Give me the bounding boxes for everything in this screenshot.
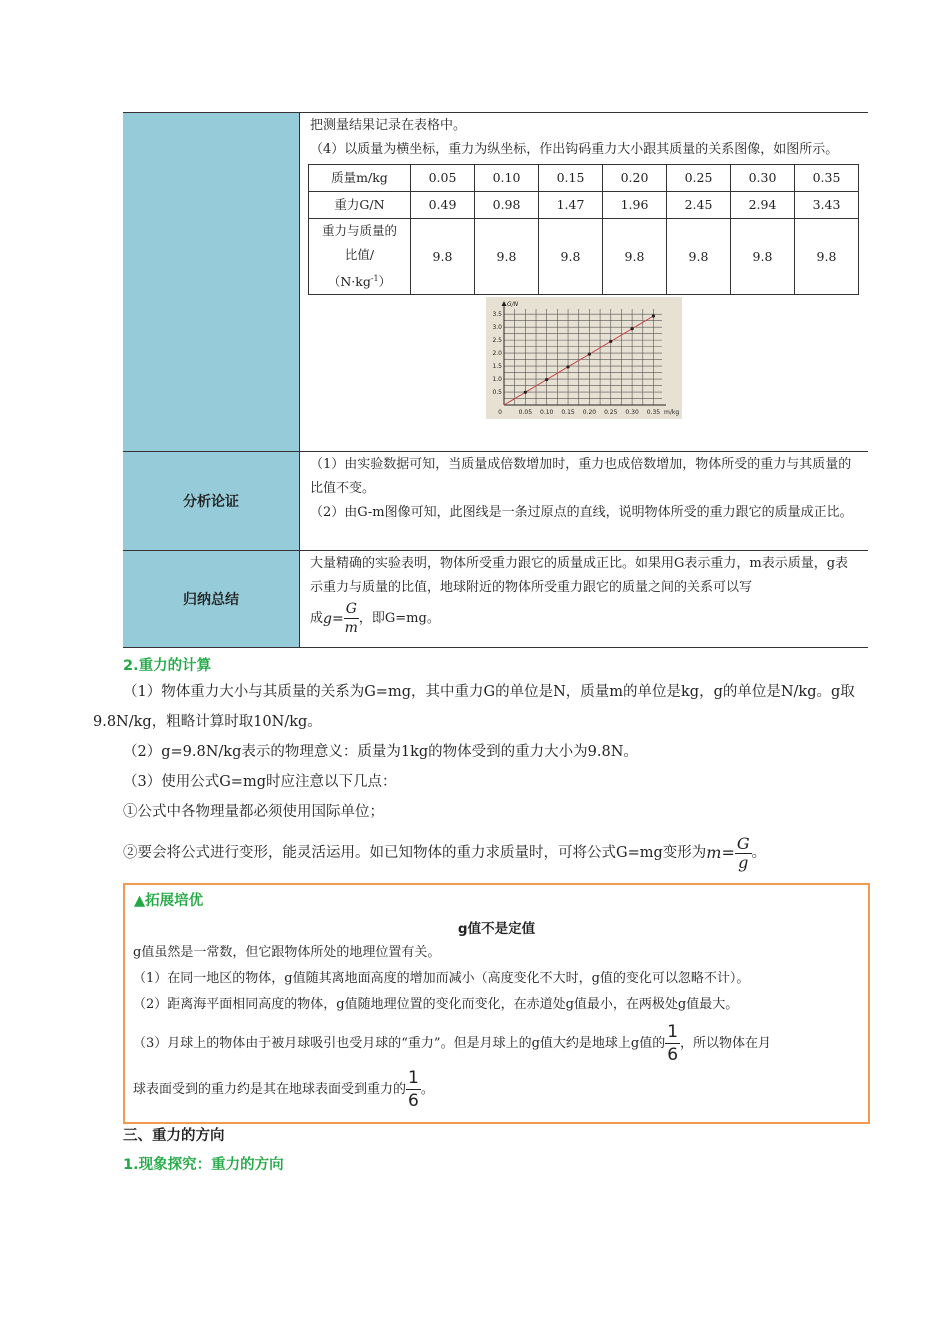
section-heading-calc: 2.重力的计算 bbox=[123, 658, 212, 674]
row-label-empty bbox=[123, 113, 300, 452]
one-sixth-fraction bbox=[406, 1067, 421, 1112]
mass-header: 质量m/kg bbox=[309, 165, 411, 192]
extension-box bbox=[123, 883, 870, 1124]
ratio-value: 9.8 bbox=[603, 219, 667, 295]
mass-value: 0.20 bbox=[603, 165, 667, 192]
moon-text-b: ，所以物体在月 bbox=[680, 1036, 772, 1051]
calc-paragraph: （3）使用公式G=mg时应注意以下几点： bbox=[123, 774, 397, 790]
summary-tail: ，即G=mg。 bbox=[358, 611, 440, 626]
x-axis-label: m/kg bbox=[664, 409, 680, 417]
extension-title: ▲拓展培优 bbox=[134, 893, 204, 909]
x-tick-label: 0.10 bbox=[540, 409, 554, 417]
data-point bbox=[545, 378, 548, 381]
g-fraction bbox=[344, 600, 359, 637]
mass-value: 0.35 bbox=[795, 165, 859, 192]
y-tick-label: 0.5 bbox=[492, 389, 502, 397]
data-point bbox=[588, 353, 591, 356]
ratio-label-sup: -1 bbox=[370, 274, 379, 283]
extension-subtitle: g值不是定值 bbox=[457, 921, 536, 937]
ratio-value: 9.8 bbox=[475, 219, 539, 295]
weight-value: 0.49 bbox=[411, 192, 475, 219]
weight-value: 3.43 bbox=[795, 192, 859, 219]
graph-instruction: （4）以质量为横坐标，重力为纵坐标，作出钩码重力大小跟其质量的关系图像，如图所示。 bbox=[310, 142, 839, 157]
moon-text-c: 球表面受到的重力约是其在地球表面受到重力的 bbox=[133, 1082, 407, 1097]
frac-num: 1 bbox=[667, 1022, 679, 1042]
ratio-header bbox=[309, 219, 411, 295]
calc-paragraph: （2）g=9.8N/kg表示的物理意义：质量为1kg的物体受到的重力大小为9.8N。 bbox=[123, 744, 638, 760]
summary-cell bbox=[300, 551, 869, 648]
y-tick-label: 2.0 bbox=[492, 350, 502, 358]
data-point bbox=[566, 365, 569, 368]
weight-row bbox=[309, 192, 859, 219]
calc-paragraph bbox=[93, 833, 868, 873]
extension-line: （1）在同一地区的物体，g值随其离地面高度的增加而减小（高度变化不大时，g值的变化可以忽略不计）。 bbox=[133, 971, 750, 986]
ratio-row bbox=[309, 219, 859, 295]
x-tick-label: 0.15 bbox=[561, 409, 575, 417]
rearrange-text: ②要会将公式进行变形，能灵活运用。如已知物体的重力求质量时，可将公式G=mg变形为 bbox=[123, 845, 707, 861]
frac-den: 6 bbox=[667, 1045, 679, 1065]
weight-header: 重力G/N bbox=[309, 192, 411, 219]
summary-cheng: 成 bbox=[310, 611, 324, 626]
mass-value: 0.25 bbox=[667, 165, 731, 192]
g-m-graph bbox=[486, 297, 682, 419]
ratio-label-3: （N·kg bbox=[327, 274, 371, 290]
ratio-value: 9.8 bbox=[539, 219, 603, 295]
ratio-value: 9.8 bbox=[667, 219, 731, 295]
mass-value: 0.10 bbox=[475, 165, 539, 192]
y-tick-label: 2.5 bbox=[492, 337, 502, 345]
formula-lhs: g= bbox=[323, 610, 344, 627]
x-tick-label: 0.35 bbox=[646, 409, 661, 417]
calc-body bbox=[93, 677, 868, 873]
row-label-summary: 归纳总结 bbox=[123, 551, 300, 648]
ratio-value: 9.8 bbox=[411, 219, 475, 295]
row-label-analysis: 分析论证 bbox=[123, 452, 300, 551]
x-tick-label: 0.30 bbox=[625, 409, 639, 417]
ratio-label-2: 比值/ bbox=[344, 247, 375, 262]
one-sixth-fraction bbox=[665, 1021, 680, 1066]
y-tick-label: 3.5 bbox=[492, 311, 502, 319]
mass-value: 0.05 bbox=[411, 165, 475, 192]
y-tick-label: 1.0 bbox=[492, 376, 502, 384]
section-heading-direction: 三、重力的方向 bbox=[123, 1128, 225, 1144]
y-axis-label: G/N bbox=[507, 301, 519, 309]
analysis-line: （2）由G-m图像可知，此图线是一条过原点的直线，说明物体所受的重力跟它的质量成正比。 bbox=[310, 505, 853, 520]
subsection-heading-direction: 1.现象探究：重力的方向 bbox=[123, 1157, 284, 1173]
y-tick-label: 1.5 bbox=[492, 363, 502, 371]
extension-line bbox=[133, 1021, 861, 1067]
m-formula bbox=[706, 833, 735, 873]
frac-den: 6 bbox=[408, 1091, 419, 1111]
summary-text: 大量精确的实验表明，物体所受重力跟它的质量成正比。如果用G表示重力，m表示质量，g表示重力与质量的比值，地球附近的物体所受重力跟它的质量之间的关系可以写 bbox=[310, 556, 849, 595]
x-tick-label: 0.25 bbox=[604, 409, 618, 417]
calc-paragraph: （1）物体重力大小与其质量的关系为G=mg，其中重力G的单位是N，质量m的单位是kg，g的单位是N/kg。g取9.8N/kg，粗略计算时取10N/kg。 bbox=[93, 684, 855, 730]
ratio-label-4: ） bbox=[378, 274, 392, 290]
experiment-table bbox=[123, 112, 868, 648]
rearrange-end: 。 bbox=[751, 845, 767, 861]
m-num: G bbox=[736, 833, 750, 853]
ratio-value: 9.8 bbox=[731, 219, 795, 295]
moon-text-d: 。 bbox=[420, 1082, 434, 1097]
x-tick-label: 0.20 bbox=[582, 409, 597, 417]
weight-value: 2.94 bbox=[731, 192, 795, 219]
weight-value: 0.98 bbox=[475, 192, 539, 219]
g-formula bbox=[323, 607, 344, 631]
frac-num: 1 bbox=[408, 1068, 419, 1088]
data-point bbox=[652, 315, 655, 318]
extension-line bbox=[133, 1067, 861, 1113]
ratio-label-1: 重力与质量的 bbox=[321, 223, 397, 238]
analysis-cell bbox=[300, 452, 869, 551]
moon-text-a: （3）月球上的物体由于被月球吸引也受月球的“重力”。但是月球上的g值大约是地球上g值的 bbox=[133, 1036, 666, 1051]
formula-num: G bbox=[345, 601, 357, 617]
mass-value: 0.15 bbox=[539, 165, 603, 192]
analysis-line: （1）由实验数据可知，当质量成倍数增加时，重力也成倍数增加，物体所受的重力与其质量的比值不变。 bbox=[310, 457, 852, 496]
data-point bbox=[609, 340, 612, 343]
y-tick-label: 3.0 bbox=[492, 324, 502, 332]
data-point bbox=[524, 391, 527, 394]
weight-value: 1.47 bbox=[539, 192, 603, 219]
record-cell bbox=[300, 113, 869, 452]
weight-value: 1.96 bbox=[603, 192, 667, 219]
extension-line: g值虽然是一常数，但它跟物体所处的地理位置有关。 bbox=[133, 945, 441, 960]
summary-formula-line bbox=[310, 600, 860, 637]
extension-line: （2）距离海平面相同高度的物体，g值随地理位置的变化而变化，在赤道处g值最小，在两极处g值最大。 bbox=[133, 997, 739, 1012]
calc-paragraph: ①公式中各物理量都必须使用国际单位； bbox=[123, 804, 384, 820]
m-lhs: m= bbox=[706, 843, 735, 862]
weight-value: 2.45 bbox=[667, 192, 731, 219]
m-den: g bbox=[738, 852, 749, 872]
data-point bbox=[631, 327, 634, 330]
mass-value: 0.30 bbox=[731, 165, 795, 192]
origin-label: 0 bbox=[498, 409, 502, 417]
x-tick-label: 0.05 bbox=[518, 409, 533, 417]
data-table bbox=[308, 164, 859, 295]
mass-row bbox=[309, 165, 859, 192]
formula-den: m bbox=[344, 620, 358, 636]
ratio-value: 9.8 bbox=[795, 219, 859, 295]
m-fraction bbox=[735, 835, 752, 872]
record-line: 把测量结果记录在表格中。 bbox=[310, 118, 467, 133]
